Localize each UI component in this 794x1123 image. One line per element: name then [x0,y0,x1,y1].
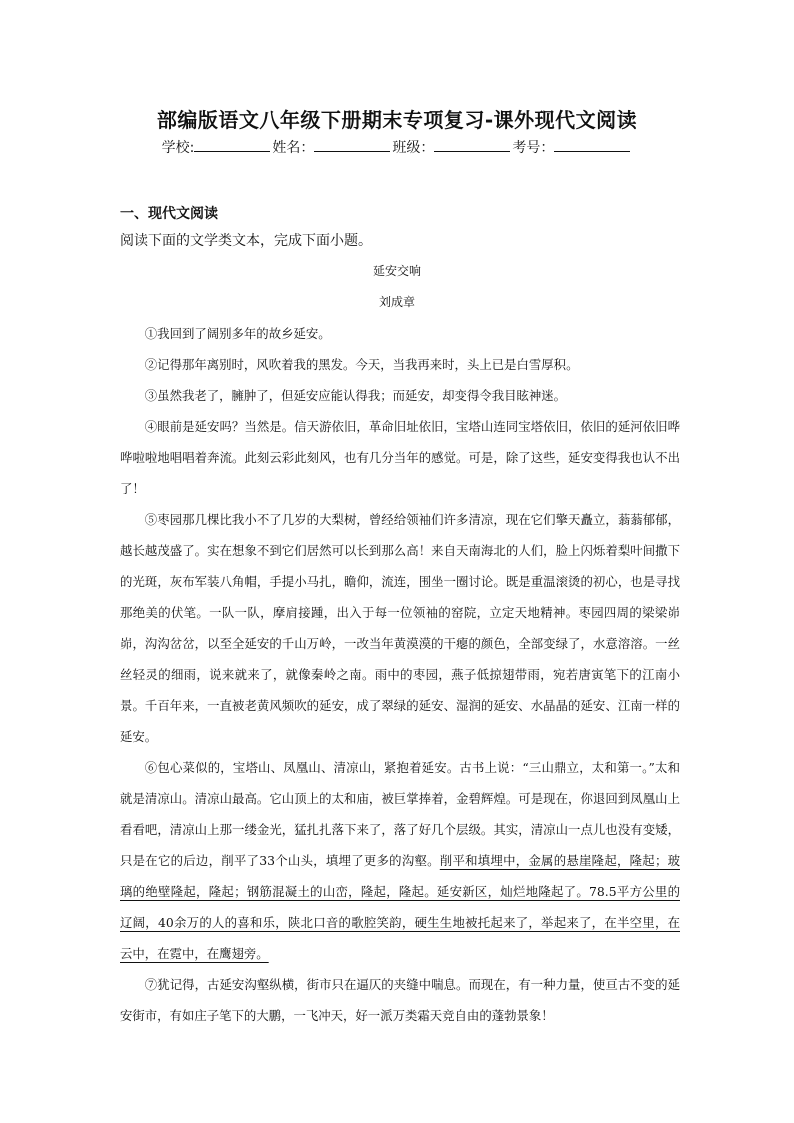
paragraph-1: ①我回到了阔别多年的故乡延安。 [144,326,331,341]
exam-number-label: 考号： [512,140,555,156]
name-blank[interactable] [314,137,390,152]
class-blank[interactable] [434,137,510,152]
section-instruction: 阅读下面的文学类文本，完成下面小题。 [120,233,372,249]
paragraph-6-underlined-text: 削平和填埋中，金属的悬崖隆起，隆起；玻璃的绝壁隆起，隆起；钢筋混凝土的山峦，隆起，隆起。延安新区，灿烂地隆起了。78.5平方公里的辽阔，40余万的人的喜和乐，陕北口音的歌腔笑韵，硬生生地被托起来了，举起来了，在半空里，在云中，在霓中，在鹰翅旁。 [120,853,680,961]
student-info-row [0,137,794,157]
article-title: 延安交响 [372,264,421,278]
section-heading: 一、现代文阅读 [120,206,218,222]
paragraph-5: ⑤枣园那几棵比我小不了几岁的大梨树，曾经给领袖们许多清凉，现在它们擎天矗立，蓊蓊郁郁，越长越茂盛了。实在想象不到它们居然可以长到那么高！来自天南海北的人们，脸上闪烁着梨叶间撒下的光斑，灰布军装八角帽，手提小马扎，瞻仰，流连，围坐一圈讨论。既是重温滚烫的初心，也是寻找那绝美的伏笔。一队一队，摩肩接踵，出入于每一位领袖的窑院，立定天地精神。枣园四周的梁梁峁峁，沟沟岔岔，以至全延安的千山万岭，一改当年黄漠漠的干瘪的颜色，全部变绿了，水意溶溶。一丝丝轻灵的细雨，说来就来了，就像秦岭之南。雨中的枣园，燕子低掠翅带雨，宛若唐寅笔下的江南小景。千百年来，一直被老黄风频吹的延安，成了翠绿的延安、湿润的延安、水晶晶的延安、江南一样的延安。 [120,512,680,744]
school-blank[interactable] [194,137,270,152]
article-author: 刘成章 [378,295,415,309]
page-title: 部编版语文八年级下册期末专项复习-课外现代文阅读 [156,108,638,132]
paragraph-6 [120,752,680,969]
exam-number-blank[interactable] [554,137,630,152]
class-label: 班级： [392,140,435,156]
school-label: 学校: [161,140,195,156]
paragraph-2: ②记得那年离别时，风吹着我的黑发。今天，当我再来时，头上已是白雪厚积。 [144,357,579,372]
paragraph-3: ③虽然我老了，臃肿了，但延安应能认得我；而延安，却变得令我目眩神迷。 [144,388,567,403]
paragraph-6-text: ⑥包心菜似的，宝塔山、凤凰山、清凉山，紧抱着延安。古书上说：“三山鼎立，太和第一。”太和就是清凉山。清凉山最高。它山顶上的太和庙，被巨掌捧着，金碧辉煌。可是现在，你退回到凤凰山上看看吧，清凉山上那一缕金光，猛扎扎落下来了，落了好几个层级。其实，清凉山一点儿也没有变矮，只是在它的后边，削平了33个山头，填埋了更多的沟壑。 [120,760,680,868]
article-body [120,318,680,1031]
paragraph-7: ⑦犹记得，古延安沟壑纵横，街市只在逼仄的夹缝中喘息。而现在，有一种力量，使亘古不变的延安街市，有如庄子笔下的大鹏，一飞冲天，好一派万类霜天竞自由的蓬勃景象！ [120,977,680,1023]
paragraph-4: ④眼前是延安吗？当然是。信天游依旧，革命旧址依旧，宝塔山连同宝塔依旧，依旧的延河依旧哗哗啦啦地唱唱着奔流。此刻云彩此刻风，也有几分当年的感觉。可是，除了这些，延安变得我也认不出了！ [120,419,680,496]
name-label: 姓名： [272,140,315,156]
